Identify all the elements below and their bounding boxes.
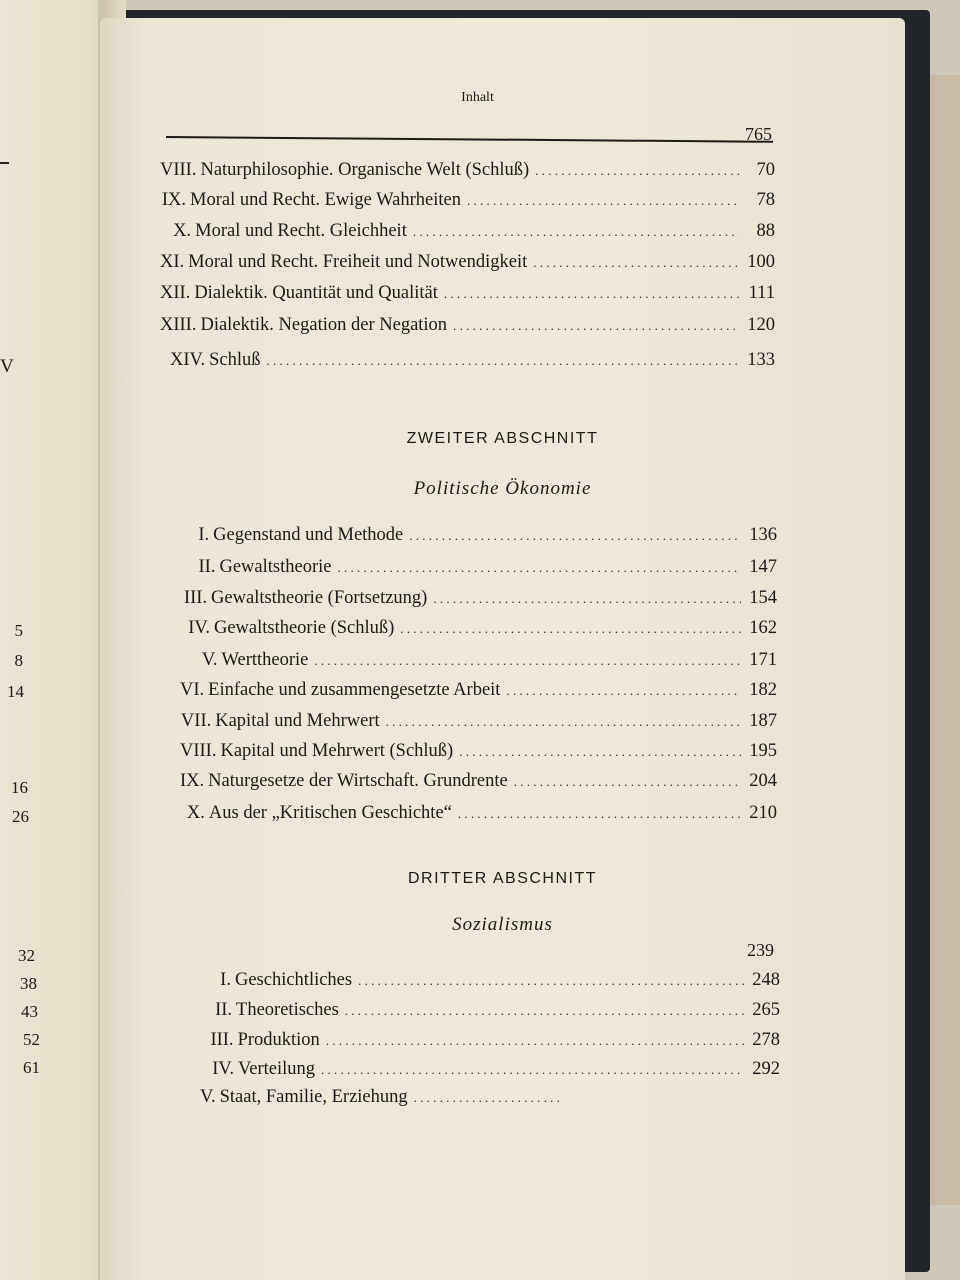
toc-entry [160,315,775,341]
toc-entry [180,680,777,706]
left-page-number: 32 [18,946,35,965]
toc-entry-number: VII. [180,711,212,731]
toc-entry [200,1087,600,1113]
toc-entry [160,252,775,278]
toc-entry [180,525,777,551]
toc-entry-page: 136 [749,525,777,545]
toc-entry-title: Theoretisches [236,1000,339,1020]
left-page-number: 16 [11,778,28,797]
left-page-number: 14 [7,682,24,701]
toc-entry [180,803,777,829]
toc-entry [160,350,775,376]
toc-leader-dots [337,560,741,576]
toc-entry-page: 70 [756,160,775,180]
toc-entry-number: VIII. [180,741,217,761]
left-page-number: 38 [20,974,37,993]
left-page-number: 8 [14,651,23,670]
toc-leader-dots [535,163,739,179]
toc-entry-number: IX. [180,771,205,791]
toc-leader-dots [413,224,739,240]
toc-entry-page: 292 [752,1059,780,1079]
toc-leader-dots [506,683,741,699]
toc-leader-dots [459,744,741,760]
toc-entry-page: 182 [749,680,777,700]
toc-entry-title: Gewaltstheorie (Fortsetzung) [211,588,428,608]
toc-entry-number: X. [173,221,192,241]
toc-entry-number: V. [201,650,218,670]
toc-entry-title: Werttheorie [221,650,309,670]
toc-entry-page: 133 [747,350,775,370]
toc-entry [180,557,777,583]
toc-entry-page: 171 [749,650,777,670]
toc-entry-title: Gegenstand und Methode [213,525,404,545]
toc-entry-number: II. [215,1000,233,1020]
toc-entry [160,160,775,186]
toc-entry-number: X. [186,803,205,823]
toc-entry [180,650,777,676]
toc-entry-page: 111 [748,283,775,303]
toc-entry [200,1000,780,1026]
toc-entry-number: IV. [212,1059,234,1079]
left-page-number: 5 [14,621,23,640]
toc-entry-page: 120 [747,315,775,335]
toc-leader-dots [444,286,739,302]
left-page-dash [0,162,9,164]
toc-entry-title: Moral und Recht. Ewige Wahrheiten [190,190,461,210]
toc-entry [180,771,777,797]
toc-entry-title: Staat, Familie, Erziehung [219,1087,408,1107]
toc-leader-dots [358,973,744,989]
left-page-roman: V [0,356,14,377]
toc-entry-page: 278 [752,1030,780,1050]
toc-entry-title: Einfache und zusammengesetzte Arbeit [208,680,501,700]
left-page-number: 52 [23,1030,40,1049]
toc-entry [200,1059,780,1085]
toc-entry-page: 195 [749,741,777,761]
toc-entry-number: IV. [188,618,210,638]
toc-entry-number: XIV. [170,350,206,370]
toc-leader-dots [321,1062,744,1078]
toc-leader-dots [458,806,741,822]
toc-entry-page: 88 [756,221,775,241]
toc-entry-page: 147 [749,557,777,577]
toc-leader-dots [514,774,741,790]
toc-entry-title: Aus der „Kritischen Geschichte“ [208,803,452,823]
left-page-number: 61 [23,1058,40,1077]
toc-leader-dots [453,318,739,334]
toc-leader-dots [400,621,741,637]
toc-leader-dots [345,1003,744,1019]
toc-entry-title: Verteilung [237,1059,316,1079]
toc-entry-number: XII. [160,283,191,303]
toc-entry-number: III. [210,1030,234,1050]
toc-entry-title: Dialektik. Quantität und Qualität [194,283,438,303]
toc-entry [160,190,775,216]
toc-entry-number: V. [200,1087,216,1107]
toc-entry-number: II. [198,557,216,577]
toc-entry-page: 187 [749,711,777,731]
toc-entry-number: XIII. [160,315,197,335]
toc-entry-number: I. [220,970,231,990]
toc-entry-title: Dialektik. Negation der Negation [200,315,448,335]
toc-entry [180,618,777,644]
toc-leader-dots [414,1090,564,1106]
left-page-number: 43 [21,1002,38,1021]
toc-leader-dots [433,591,741,607]
toc-entry-page: 78 [756,190,775,210]
toc-leader-dots [409,528,741,544]
section-heading: DRITTER ABSCHNITT [407,870,598,887]
toc-entry-number: I. [198,525,210,545]
running-head [0,90,955,106]
section-subtitle: Politische Ökonomie [413,478,592,499]
toc-entry-number: XI. [160,252,185,272]
toc-entry [200,1030,780,1056]
toc-entry [180,711,777,737]
toc-entry-title: Moral und Recht. Gleichheit [195,221,407,241]
toc-leader-dots [314,653,741,669]
page-number: 765 [745,124,772,144]
toc-entry-title: Gewaltstheorie (Schluß) [213,618,395,638]
toc-leader-dots [386,714,741,730]
toc-entry [180,741,777,767]
section-subtitle: Sozialismus [452,914,553,935]
toc-entry-title: Kapital und Mehrwert (Schluß) [220,741,454,761]
toc-entry-title: Gewaltstheorie [219,557,332,577]
toc-leader-dots [267,353,739,369]
toc-entry-title: Schluß [209,350,261,370]
toc-entry-page: 204 [749,771,777,791]
toc-entry-page: 265 [752,1000,780,1020]
toc-entry-page: 100 [747,252,775,272]
toc-entry-title: Produktion [237,1030,320,1050]
toc-entry-title: Naturphilosophie. Organische Welt (Schluß) [200,160,530,180]
toc-entry [160,283,775,309]
toc-entry-title: Geschichtliches [234,970,353,990]
toc-entry-page: 248 [752,970,780,990]
toc-entry-title: Kapital und Mehrwert [215,711,380,731]
toc-leader-dots [467,193,739,209]
toc-entry-number: VIII. [160,160,197,180]
toc-leader-dots [533,255,739,271]
left-page-number: 26 [12,807,29,826]
section-heading: ZWEITER ABSCHNITT [406,430,599,447]
toc-entry-page: 210 [749,803,777,823]
toc-entry-number: III. [183,588,208,608]
toc-entry-number: VI. [180,680,205,700]
toc-entry-title: Moral und Recht. Freiheit und Notwendigkeit [188,252,528,272]
toc-entry [160,221,775,247]
toc-entry-page: 154 [749,588,777,608]
toc-entry [200,970,780,996]
toc-entry-page: 239 [747,940,774,960]
toc-entry-page: 162 [749,618,777,638]
toc-entry [180,588,777,614]
toc-entry-number: IX. [161,190,186,210]
running-head-text: Inhalt [461,90,494,105]
toc-leader-dots [326,1033,744,1049]
toc-entry-title: Naturgesetze der Wirtschaft. Grundrente [208,771,508,791]
